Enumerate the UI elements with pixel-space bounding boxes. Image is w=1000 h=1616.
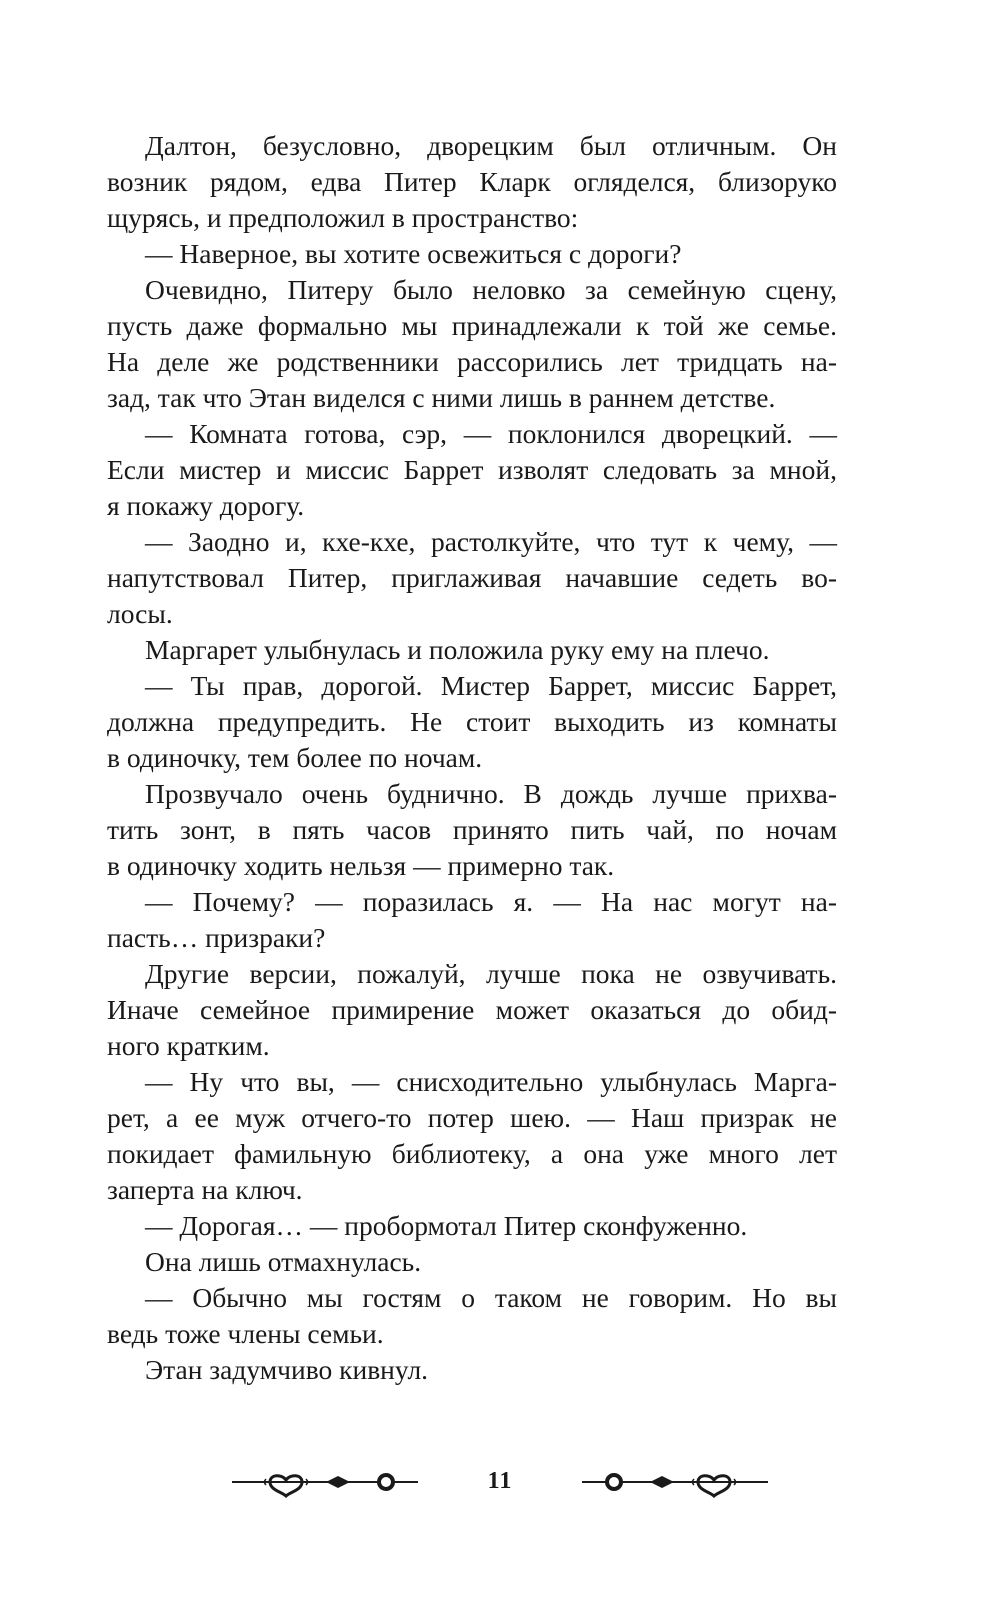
page-number: 11: [487, 1468, 513, 1494]
text-line: — Обычно мы гостям о таком не говорим. Но вы: [145, 1282, 837, 1313]
text-line: тить зонт, в пять часов принято пить чай, по ночам: [107, 814, 837, 845]
text-line: пусть даже формально мы принадлежали к той же семье.: [107, 310, 837, 341]
text-line: я покажу дорогу.: [107, 490, 305, 521]
text-line: Она лишь отмахнулась.: [145, 1246, 422, 1277]
text-line: пасть… призраки?: [107, 922, 326, 953]
text-line: Другие версии, пожалуй, лучше пока не озвучивать.: [145, 958, 837, 989]
text-line: должна предупредить. Не стоит выходить из комнаты: [107, 706, 837, 737]
text-line: зад, так что Этан виделся с ними лишь в раннем детстве.: [107, 382, 776, 413]
text-line: ного кратким.: [107, 1030, 270, 1061]
text-line: Далтон, безусловно, дворецким был отличным. Он: [145, 130, 837, 161]
text-line: Этан задумчиво кивнул.: [145, 1354, 429, 1385]
text-line: Если мистер и миссис Баррет изволят следовать за мной,: [107, 454, 837, 485]
text-line: заперта на ключ.: [107, 1174, 303, 1205]
page-footer: [230, 1462, 770, 1502]
text-line: — Наверное, вы хотите освежиться с дороги?: [145, 238, 682, 269]
text-line: — Заодно и, кхе-кхе, растолкуйте, что тут к чему, —: [145, 526, 837, 557]
text-line: На деле же родственники рассорились лет тридцать на-: [107, 346, 837, 377]
text-line: в одиночку, тем более по ночам.: [107, 742, 483, 773]
body-text: [107, 128, 837, 1388]
text-line: напутствовал Питер, приглаживая начавшие седеть во-: [107, 562, 837, 593]
text-line: Иначе семейное примирение может оказаться до обид-: [107, 994, 837, 1025]
text-line: — Ну что вы, — снисходительно улыбнулась Марга-: [145, 1066, 837, 1097]
text-line: Прозвучало очень буднично. В дождь лучше прихва-: [145, 778, 837, 809]
text-line: — Почему? — поразилась я. — На нас могут на-: [145, 886, 837, 917]
text-line: рет, а ее муж отчего-то потер шею. — Наш призрак не: [107, 1102, 837, 1133]
text-line: — Комната готова, сэр, — поклонился дворецкий. —: [145, 418, 837, 449]
text-line: щурясь, и предположил в пространство:: [107, 202, 579, 233]
text-line: — Ты прав, дорогой. Мистер Баррет, миссис Баррет,: [145, 670, 837, 701]
text-line: ведь тоже члены семьи.: [107, 1318, 384, 1349]
text-line: — Дорогая… — пробормотал Питер сконфуженно.: [145, 1210, 748, 1241]
right-ornament-icon: [570, 1462, 770, 1502]
text-line: Маргарет улыбнулась и положила руку ему на плечо.: [145, 634, 770, 665]
text-line: в одиночку ходить нельзя — примерно так.: [107, 850, 615, 881]
text-line: Очевидно, Питеру было неловко за семейную сцену,: [145, 274, 837, 305]
text-line: возник рядом, едва Питер Кларк огляделся, близоруко: [107, 166, 837, 197]
text-line: покидает фамильную библиотеку, а она уже много лет: [107, 1138, 837, 1169]
text-line: лосы.: [107, 598, 173, 629]
